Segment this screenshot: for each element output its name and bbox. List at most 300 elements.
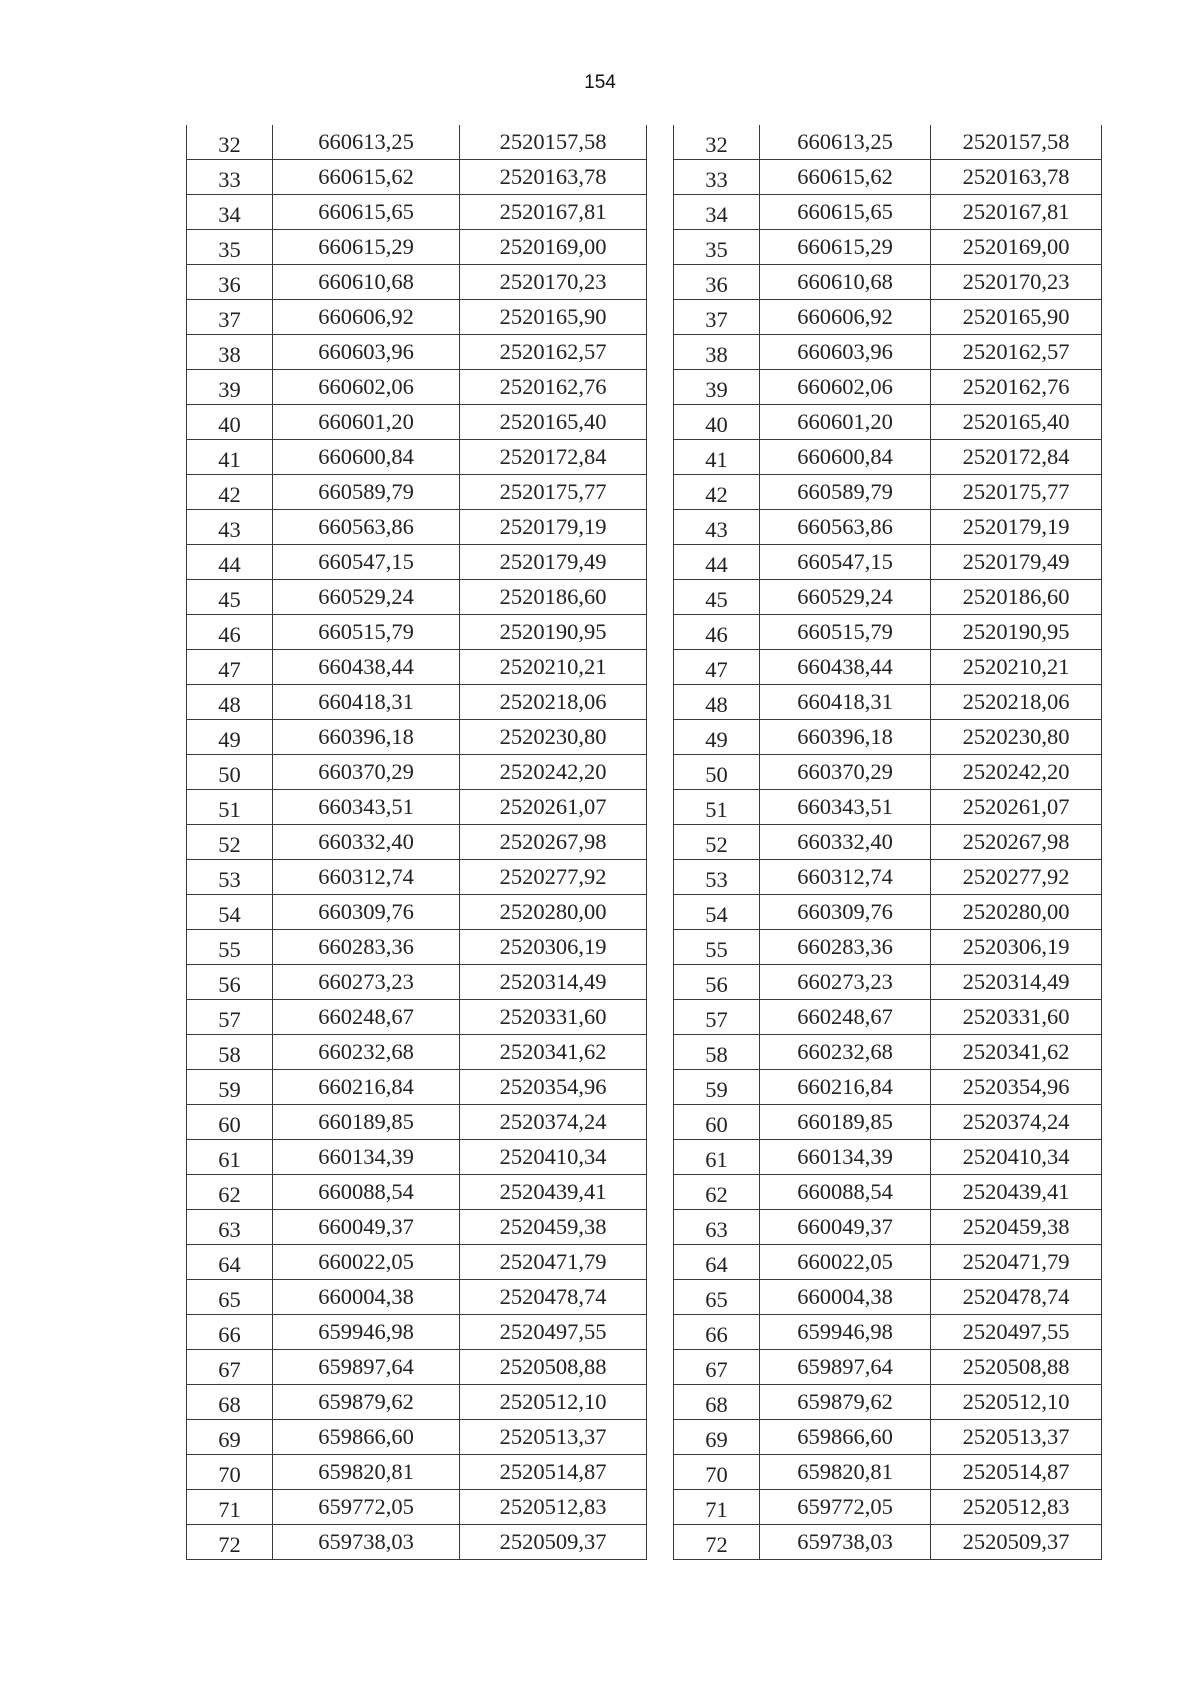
table-row (187, 265, 647, 300)
point-number-cell: 71 (187, 1490, 273, 1525)
x-coordinate-cell: 660606,92 (273, 300, 460, 335)
x-coordinate-cell: 659946,98 (273, 1315, 460, 1350)
table-row (187, 230, 647, 265)
y-coordinate-cell: 2520210,21 (931, 650, 1102, 685)
point-number-cell: 63 (674, 1210, 760, 1245)
y-coordinate-cell: 2520210,21 (460, 650, 647, 685)
x-coordinate-cell: 660273,23 (760, 965, 931, 1000)
y-coordinate-cell: 2520478,74 (931, 1280, 1102, 1315)
y-coordinate-cell: 2520165,90 (460, 300, 647, 335)
table-row (674, 265, 1102, 300)
y-coordinate-cell: 2520354,96 (931, 1070, 1102, 1105)
x-coordinate-cell: 660515,79 (760, 615, 931, 650)
x-coordinate-cell: 659866,60 (273, 1420, 460, 1455)
y-coordinate-cell: 2520175,77 (460, 475, 647, 510)
point-number-cell: 40 (674, 405, 760, 440)
y-coordinate-cell: 2520165,40 (931, 405, 1102, 440)
x-coordinate-cell: 660189,85 (760, 1105, 931, 1140)
y-coordinate-cell: 2520267,98 (460, 825, 647, 860)
x-coordinate-cell: 660418,31 (760, 685, 931, 720)
table-row (674, 720, 1102, 755)
point-number-cell: 57 (674, 1000, 760, 1035)
x-coordinate-cell: 660248,67 (760, 1000, 931, 1035)
table-row (674, 1070, 1102, 1105)
point-number-cell: 50 (674, 755, 760, 790)
point-number-cell: 56 (674, 965, 760, 1000)
y-coordinate-cell: 2520513,37 (460, 1420, 647, 1455)
point-number-cell: 48 (674, 685, 760, 720)
point-number-cell: 63 (187, 1210, 273, 1245)
x-coordinate-cell: 660332,40 (273, 825, 460, 860)
table-row (674, 125, 1102, 160)
y-coordinate-cell: 2520508,88 (460, 1350, 647, 1385)
table-row (674, 160, 1102, 195)
point-number-cell: 38 (674, 335, 760, 370)
y-coordinate-cell: 2520162,57 (460, 335, 647, 370)
x-coordinate-cell: 660589,79 (273, 475, 460, 510)
x-coordinate-cell: 660312,74 (273, 860, 460, 895)
y-coordinate-cell: 2520341,62 (931, 1035, 1102, 1070)
table-row (187, 440, 647, 475)
x-coordinate-cell: 660615,65 (273, 195, 460, 230)
table-row (187, 475, 647, 510)
table-row (187, 1420, 647, 1455)
table-row (674, 1455, 1102, 1490)
y-coordinate-cell: 2520179,19 (931, 510, 1102, 545)
y-coordinate-cell: 2520186,60 (931, 580, 1102, 615)
x-coordinate-cell: 660283,36 (273, 930, 460, 965)
y-coordinate-cell: 2520514,87 (460, 1455, 647, 1490)
table-row (187, 1175, 647, 1210)
y-coordinate-cell: 2520170,23 (931, 265, 1102, 300)
x-coordinate-cell: 660022,05 (760, 1245, 931, 1280)
table-row (187, 125, 647, 160)
table-row (674, 825, 1102, 860)
x-coordinate-cell: 660004,38 (760, 1280, 931, 1315)
x-coordinate-cell: 660600,84 (760, 440, 931, 475)
x-coordinate-cell: 660615,29 (760, 230, 931, 265)
page-number: 154 (584, 72, 616, 93)
y-coordinate-cell: 2520242,20 (931, 755, 1102, 790)
table-row (187, 405, 647, 440)
y-coordinate-cell: 2520280,00 (931, 895, 1102, 930)
point-number-cell: 68 (674, 1385, 760, 1420)
table-row (187, 1070, 647, 1105)
table-row (674, 685, 1102, 720)
point-number-cell: 70 (674, 1455, 760, 1490)
table-row (674, 1210, 1102, 1245)
point-number-cell: 35 (674, 230, 760, 265)
y-coordinate-cell: 2520354,96 (460, 1070, 647, 1105)
y-coordinate-cell: 2520374,24 (460, 1105, 647, 1140)
point-number-cell: 53 (674, 860, 760, 895)
table-row (674, 1385, 1102, 1420)
table-row (674, 1245, 1102, 1280)
table-row (674, 1490, 1102, 1525)
y-coordinate-cell: 2520162,76 (931, 370, 1102, 405)
table-row (187, 1315, 647, 1350)
table-row (187, 1385, 647, 1420)
table-row (187, 335, 647, 370)
x-coordinate-cell: 659820,81 (273, 1455, 460, 1490)
point-number-cell: 42 (187, 475, 273, 510)
x-coordinate-cell: 660529,24 (760, 580, 931, 615)
table-row (187, 860, 647, 895)
table-row (187, 930, 647, 965)
table-row (674, 755, 1102, 790)
x-coordinate-cell: 659897,64 (273, 1350, 460, 1385)
table-row (674, 1035, 1102, 1070)
table-row (674, 580, 1102, 615)
point-number-cell: 43 (674, 510, 760, 545)
y-coordinate-cell: 2520162,57 (931, 335, 1102, 370)
point-number-cell: 44 (187, 545, 273, 580)
table-row (187, 195, 647, 230)
x-coordinate-cell: 660309,76 (273, 895, 460, 930)
x-coordinate-cell: 660370,29 (273, 755, 460, 790)
table-row (674, 405, 1102, 440)
x-coordinate-cell: 660615,29 (273, 230, 460, 265)
point-number-cell: 67 (187, 1350, 273, 1385)
y-coordinate-cell: 2520179,49 (460, 545, 647, 580)
table-row (674, 230, 1102, 265)
y-coordinate-cell: 2520179,49 (931, 545, 1102, 580)
x-coordinate-cell: 659897,64 (760, 1350, 931, 1385)
y-coordinate-cell: 2520331,60 (931, 1000, 1102, 1035)
y-coordinate-cell: 2520509,37 (460, 1525, 647, 1560)
coordinates-table-right (673, 125, 1102, 1560)
y-coordinate-cell: 2520218,06 (460, 685, 647, 720)
point-number-cell: 54 (674, 895, 760, 930)
point-number-cell: 42 (674, 475, 760, 510)
point-number-cell: 69 (674, 1420, 760, 1455)
y-coordinate-cell: 2520157,58 (931, 125, 1102, 160)
point-number-cell: 52 (187, 825, 273, 860)
x-coordinate-cell: 660601,20 (760, 405, 931, 440)
x-coordinate-cell: 660589,79 (760, 475, 931, 510)
point-number-cell: 61 (674, 1140, 760, 1175)
x-coordinate-cell: 660248,67 (273, 1000, 460, 1035)
table-row (674, 300, 1102, 335)
table-row (674, 965, 1102, 1000)
point-number-cell: 43 (187, 510, 273, 545)
table-row (674, 1350, 1102, 1385)
table-row (187, 1105, 647, 1140)
x-coordinate-cell: 660438,44 (273, 650, 460, 685)
point-number-cell: 58 (674, 1035, 760, 1070)
y-coordinate-cell: 2520190,95 (931, 615, 1102, 650)
x-coordinate-cell: 659820,81 (760, 1455, 931, 1490)
point-number-cell: 58 (187, 1035, 273, 1070)
table-row (674, 1105, 1102, 1140)
table-row (674, 1175, 1102, 1210)
table-row (674, 895, 1102, 930)
point-number-cell: 32 (187, 125, 273, 160)
point-number-cell: 72 (187, 1525, 273, 1560)
table-row (674, 440, 1102, 475)
x-coordinate-cell: 660610,68 (760, 265, 931, 300)
table-body (187, 125, 647, 1560)
table-row (674, 195, 1102, 230)
x-coordinate-cell: 660370,29 (760, 755, 931, 790)
point-number-cell: 71 (674, 1490, 760, 1525)
table-row (187, 1000, 647, 1035)
x-coordinate-cell: 660606,92 (760, 300, 931, 335)
table-row (674, 790, 1102, 825)
point-number-cell: 36 (187, 265, 273, 300)
point-number-cell: 57 (187, 1000, 273, 1035)
point-number-cell: 49 (187, 720, 273, 755)
y-coordinate-cell: 2520306,19 (931, 930, 1102, 965)
x-coordinate-cell: 660189,85 (273, 1105, 460, 1140)
x-coordinate-cell: 660600,84 (273, 440, 460, 475)
table-row (187, 790, 647, 825)
x-coordinate-cell: 660547,15 (273, 545, 460, 580)
point-number-cell: 46 (187, 615, 273, 650)
x-coordinate-cell: 659772,05 (760, 1490, 931, 1525)
y-coordinate-cell: 2520341,62 (460, 1035, 647, 1070)
x-coordinate-cell: 660232,68 (273, 1035, 460, 1070)
x-coordinate-cell: 659946,98 (760, 1315, 931, 1350)
x-coordinate-cell: 660396,18 (273, 720, 460, 755)
x-coordinate-cell: 660603,96 (760, 335, 931, 370)
table-row (187, 1525, 647, 1560)
table-row (187, 1210, 647, 1245)
x-coordinate-cell: 660601,20 (273, 405, 460, 440)
x-coordinate-cell: 659738,03 (760, 1525, 931, 1560)
point-number-cell: 64 (674, 1245, 760, 1280)
table-row (187, 160, 647, 195)
point-number-cell: 65 (187, 1280, 273, 1315)
point-number-cell: 46 (674, 615, 760, 650)
point-number-cell: 61 (187, 1140, 273, 1175)
point-number-cell: 40 (187, 405, 273, 440)
y-coordinate-cell: 2520512,10 (460, 1385, 647, 1420)
point-number-cell: 68 (187, 1385, 273, 1420)
x-coordinate-cell: 660332,40 (760, 825, 931, 860)
point-number-cell: 62 (674, 1175, 760, 1210)
table-row (187, 1455, 647, 1490)
point-number-cell: 47 (674, 650, 760, 685)
point-number-cell: 48 (187, 685, 273, 720)
x-coordinate-cell: 660343,51 (760, 790, 931, 825)
point-number-cell: 66 (187, 1315, 273, 1350)
point-number-cell: 33 (674, 160, 760, 195)
table-row (674, 335, 1102, 370)
table-row (674, 650, 1102, 685)
x-coordinate-cell: 660232,68 (760, 1035, 931, 1070)
table-row (187, 510, 647, 545)
y-coordinate-cell: 2520280,00 (460, 895, 647, 930)
point-number-cell: 47 (187, 650, 273, 685)
point-number-cell: 37 (674, 300, 760, 335)
point-number-cell: 32 (674, 125, 760, 160)
y-coordinate-cell: 2520512,83 (460, 1490, 647, 1525)
y-coordinate-cell: 2520242,20 (460, 755, 647, 790)
point-number-cell: 64 (187, 1245, 273, 1280)
y-coordinate-cell: 2520218,06 (931, 685, 1102, 720)
y-coordinate-cell: 2520170,23 (460, 265, 647, 300)
y-coordinate-cell: 2520459,38 (931, 1210, 1102, 1245)
x-coordinate-cell: 659772,05 (273, 1490, 460, 1525)
table-row (674, 860, 1102, 895)
x-coordinate-cell: 660515,79 (273, 615, 460, 650)
y-coordinate-cell: 2520172,84 (460, 440, 647, 475)
y-coordinate-cell: 2520190,95 (460, 615, 647, 650)
point-number-cell: 54 (187, 895, 273, 930)
point-number-cell: 51 (674, 790, 760, 825)
point-number-cell: 56 (187, 965, 273, 1000)
y-coordinate-cell: 2520230,80 (931, 720, 1102, 755)
point-number-cell: 41 (187, 440, 273, 475)
x-coordinate-cell: 660613,25 (273, 125, 460, 160)
table-row (674, 545, 1102, 580)
table-row (187, 1490, 647, 1525)
point-number-cell: 53 (187, 860, 273, 895)
point-number-cell: 66 (674, 1315, 760, 1350)
y-coordinate-cell: 2520165,90 (931, 300, 1102, 335)
table-row (187, 825, 647, 860)
y-coordinate-cell: 2520374,24 (931, 1105, 1102, 1140)
point-number-cell: 45 (674, 580, 760, 615)
table-row (674, 370, 1102, 405)
x-coordinate-cell: 660603,96 (273, 335, 460, 370)
point-number-cell: 70 (187, 1455, 273, 1490)
y-coordinate-cell: 2520157,58 (460, 125, 647, 160)
y-coordinate-cell: 2520163,78 (931, 160, 1102, 195)
point-number-cell: 52 (674, 825, 760, 860)
point-number-cell: 36 (674, 265, 760, 300)
y-coordinate-cell: 2520410,34 (460, 1140, 647, 1175)
point-number-cell: 45 (187, 580, 273, 615)
x-coordinate-cell: 660134,39 (273, 1140, 460, 1175)
y-coordinate-cell: 2520513,37 (931, 1420, 1102, 1455)
table-row (674, 615, 1102, 650)
y-coordinate-cell: 2520439,41 (931, 1175, 1102, 1210)
coordinates-table-left (186, 125, 647, 1560)
y-coordinate-cell: 2520331,60 (460, 1000, 647, 1035)
y-coordinate-cell: 2520165,40 (460, 405, 647, 440)
y-coordinate-cell: 2520410,34 (931, 1140, 1102, 1175)
table-row (187, 545, 647, 580)
point-number-cell: 33 (187, 160, 273, 195)
y-coordinate-cell: 2520508,88 (931, 1350, 1102, 1385)
x-coordinate-cell: 660273,23 (273, 965, 460, 1000)
y-coordinate-cell: 2520306,19 (460, 930, 647, 965)
y-coordinate-cell: 2520497,55 (931, 1315, 1102, 1350)
x-coordinate-cell: 660049,37 (273, 1210, 460, 1245)
table-row (674, 1140, 1102, 1175)
table-row (674, 1420, 1102, 1455)
point-number-cell: 34 (187, 195, 273, 230)
table-row (674, 1525, 1102, 1560)
point-number-cell: 39 (187, 370, 273, 405)
point-number-cell: 55 (674, 930, 760, 965)
point-number-cell: 65 (674, 1280, 760, 1315)
x-coordinate-cell: 659879,62 (273, 1385, 460, 1420)
point-number-cell: 38 (187, 335, 273, 370)
x-coordinate-cell: 660088,54 (273, 1175, 460, 1210)
point-number-cell: 72 (674, 1525, 760, 1560)
table-row (187, 965, 647, 1000)
table-body (674, 125, 1102, 1560)
table-row (187, 1245, 647, 1280)
y-coordinate-cell: 2520314,49 (460, 965, 647, 1000)
x-coordinate-cell: 660022,05 (273, 1245, 460, 1280)
y-coordinate-cell: 2520175,77 (931, 475, 1102, 510)
y-coordinate-cell: 2520459,38 (460, 1210, 647, 1245)
x-coordinate-cell: 660563,86 (273, 510, 460, 545)
x-coordinate-cell: 660547,15 (760, 545, 931, 580)
table-row (187, 895, 647, 930)
point-number-cell: 41 (674, 440, 760, 475)
y-coordinate-cell: 2520509,37 (931, 1525, 1102, 1560)
point-number-cell: 69 (187, 1420, 273, 1455)
y-coordinate-cell: 2520497,55 (460, 1315, 647, 1350)
x-coordinate-cell: 660615,62 (760, 160, 931, 195)
y-coordinate-cell: 2520179,19 (460, 510, 647, 545)
table-row (187, 720, 647, 755)
x-coordinate-cell: 660610,68 (273, 265, 460, 300)
point-number-cell: 34 (674, 195, 760, 230)
table-row (187, 1140, 647, 1175)
y-coordinate-cell: 2520512,83 (931, 1490, 1102, 1525)
point-number-cell: 59 (674, 1070, 760, 1105)
y-coordinate-cell: 2520163,78 (460, 160, 647, 195)
table-row (187, 1280, 647, 1315)
point-number-cell: 37 (187, 300, 273, 335)
y-coordinate-cell: 2520277,92 (931, 860, 1102, 895)
table-row (674, 930, 1102, 965)
table-row (187, 615, 647, 650)
table-row (187, 370, 647, 405)
table-row (187, 1350, 647, 1385)
x-coordinate-cell: 660418,31 (273, 685, 460, 720)
y-coordinate-cell: 2520439,41 (460, 1175, 647, 1210)
y-coordinate-cell: 2520478,74 (460, 1280, 647, 1315)
x-coordinate-cell: 660134,39 (760, 1140, 931, 1175)
x-coordinate-cell: 660602,06 (273, 370, 460, 405)
x-coordinate-cell: 660283,36 (760, 930, 931, 965)
point-number-cell: 35 (187, 230, 273, 265)
x-coordinate-cell: 659879,62 (760, 1385, 931, 1420)
x-coordinate-cell: 660615,65 (760, 195, 931, 230)
y-coordinate-cell: 2520277,92 (460, 860, 647, 895)
point-number-cell: 62 (187, 1175, 273, 1210)
y-coordinate-cell: 2520471,79 (460, 1245, 647, 1280)
table-row (674, 475, 1102, 510)
y-coordinate-cell: 2520162,76 (460, 370, 647, 405)
y-coordinate-cell: 2520261,07 (460, 790, 647, 825)
y-coordinate-cell: 2520186,60 (460, 580, 647, 615)
table-row (674, 1315, 1102, 1350)
point-number-cell: 44 (674, 545, 760, 580)
table-row (187, 300, 647, 335)
y-coordinate-cell: 2520169,00 (931, 230, 1102, 265)
x-coordinate-cell: 660615,62 (273, 160, 460, 195)
x-coordinate-cell: 660004,38 (273, 1280, 460, 1315)
y-coordinate-cell: 2520169,00 (460, 230, 647, 265)
x-coordinate-cell: 660049,37 (760, 1210, 931, 1245)
x-coordinate-cell: 660343,51 (273, 790, 460, 825)
point-number-cell: 39 (674, 370, 760, 405)
y-coordinate-cell: 2520230,80 (460, 720, 647, 755)
y-coordinate-cell: 2520314,49 (931, 965, 1102, 1000)
y-coordinate-cell: 2520471,79 (931, 1245, 1102, 1280)
x-coordinate-cell: 660563,86 (760, 510, 931, 545)
y-coordinate-cell: 2520267,98 (931, 825, 1102, 860)
y-coordinate-cell: 2520512,10 (931, 1385, 1102, 1420)
